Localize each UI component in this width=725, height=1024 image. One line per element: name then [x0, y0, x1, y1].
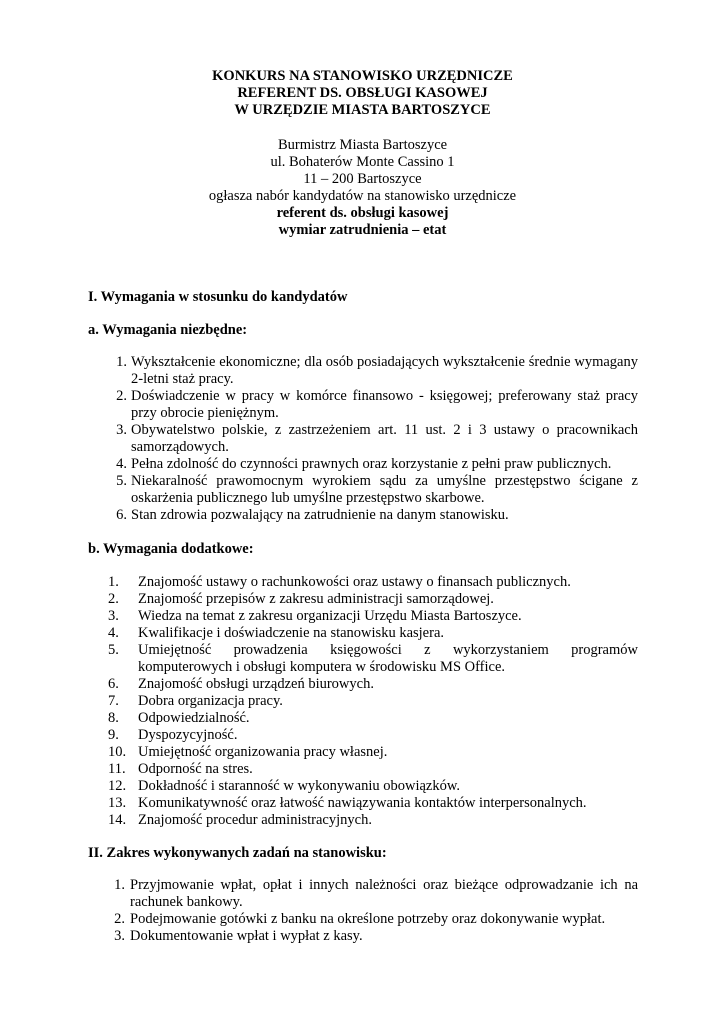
list-item-text: Umiejętność organizowania pracy własnej. [138, 744, 388, 760]
list-item-number: 1. [108, 574, 119, 590]
list-item-text: Obywatelstwo polskie, z zastrzeżeniem art. 11 ust. 2 i 3 ustawy o pracownikach samorządowych. [131, 422, 638, 455]
list-item-text: Komunikatywność oraz łatwość nawiązywania kontaktów interpersonalnych. [138, 795, 587, 811]
title-line-3: W URZĘDZIE MIASTA BARTOSZYCE [234, 102, 491, 118]
list-item-text: Odporność na stres. [138, 761, 253, 777]
employment-scope: wymiar zatrudnienia – etat [278, 222, 447, 238]
list-item [114, 911, 638, 928]
list-item-number: 14. [108, 812, 127, 828]
required-list [116, 354, 638, 524]
list-item-number: 2. [116, 388, 127, 404]
list-item-text: Stan zdrowia pozwalający na zatrudnienie na danym stanowisku. [131, 507, 509, 523]
list-item-text: Wiedza na temat z zakresu organizacji Urzędu Miasta Bartoszyce. [138, 608, 522, 624]
list-item [108, 676, 638, 693]
list-item-text: Dokładność i staranność w wykonywaniu obowiązków. [138, 778, 461, 794]
list-item-text: Umiejętność prowadzenia księgowości z wykorzystaniem programów komputerowych i obsługi komputera w środowisku MS Office. [138, 642, 638, 675]
list-item [108, 625, 638, 642]
list-item-text: Pełna zdolność do czynności prawnych oraz korzystanie z pełni praw publicznych. [131, 456, 612, 472]
additional-list [108, 574, 638, 829]
list-item-number: 12. [108, 778, 127, 794]
document-title [0, 68, 725, 119]
issuer-street: ul. Bohaterów Monte Cassino 1 [270, 154, 455, 170]
list-item [116, 422, 638, 456]
list-item-number: 5. [116, 473, 127, 489]
issuer-announcement: ogłasza nabór kandydatów na stanowisko urzędnicze [208, 188, 517, 204]
list-item [108, 778, 638, 795]
list-item-text: Przyjmowanie wpłat, opłat i innych należności oraz bieżące odprowadzanie ich na rachunek bankowy. [130, 877, 638, 910]
list-item [108, 795, 638, 812]
list-item-text: Podejmowanie gotówki z banku na określone potrzeby oraz dokonywanie wypłat. [130, 911, 606, 927]
list-item-text: Doświadczenie w pracy w komórce finansowo - księgowej; preferowany staż pracy przy obrocie pieniężnym. [131, 388, 638, 421]
list-item-text: Odpowiedzialność. [138, 710, 250, 726]
list-item-text: Niekaralność prawomocnym wyrokiem sądu za umyślne przestępstwo ścigane z oskarżenia publicznego lub umyślne przestępstwo skarbowe. [131, 473, 638, 506]
list-item-number: 2. [108, 591, 119, 607]
list-item-text: Znajomość ustawy o rachunkowości oraz ustawy o finansach publicznych. [138, 574, 571, 590]
list-item [114, 928, 638, 945]
list-item [108, 591, 638, 608]
list-item-text: Znajomość przepisów z zakresu administracji samorządowej. [138, 591, 494, 607]
issuer-block [0, 137, 725, 239]
list-item-text: Dyspozycyjność. [138, 727, 238, 743]
title-line-2: REFERENT DS. OBSŁUGI KASOWEJ [237, 85, 488, 101]
list-item-number: 1. [114, 877, 125, 893]
list-item-text: Znajomość obsługi urządzeń biurowych. [138, 676, 374, 692]
list-item-number: 4. [108, 625, 119, 641]
list-item-number: 7. [108, 693, 119, 709]
list-item [116, 354, 638, 388]
list-item-number: 13. [108, 795, 127, 811]
list-item [108, 642, 638, 676]
list-item-number: 3. [114, 928, 125, 944]
list-item [108, 727, 638, 744]
list-item-number: 1. [116, 354, 127, 370]
list-item [108, 761, 638, 778]
section-1b-heading: b. Wymagania dodatkowe: [88, 541, 254, 557]
tasks-list [114, 877, 638, 945]
list-item-number: 11. [108, 761, 126, 777]
list-item-text: Wykształcenie ekonomiczne; dla osób posiadających wykształcenie średnie wymagany 2-letni staż pracy. [131, 354, 638, 387]
list-item-number: 5. [108, 642, 119, 658]
section-1-heading: I. Wymagania w stosunku do kandydatów [88, 289, 348, 305]
list-item-number: 2. [114, 911, 125, 927]
position-name: referent ds. obsługi kasowej [276, 205, 449, 221]
list-item [108, 710, 638, 727]
list-item-number: 8. [108, 710, 119, 726]
list-item-number: 6. [116, 507, 127, 523]
section-2-heading: II. Zakres wykonywanych zadań na stanowisku: [88, 845, 387, 861]
list-item [114, 877, 638, 911]
list-item [116, 507, 638, 524]
issuer-name: Burmistrz Miasta Bartoszyce [277, 137, 448, 153]
list-item-number: 4. [116, 456, 127, 472]
list-item-number: 10. [108, 744, 127, 760]
list-item-number: 3. [116, 422, 127, 438]
list-item-number: 6. [108, 676, 119, 692]
list-item [108, 608, 638, 625]
list-item [116, 473, 638, 507]
list-item [108, 744, 638, 761]
list-item [108, 574, 638, 591]
list-item [116, 456, 638, 473]
section-1a-heading: a. Wymagania niezbędne: [88, 322, 248, 338]
list-item-number: 3. [108, 608, 119, 624]
list-item-number: 9. [108, 727, 119, 743]
issuer-city: 11 – 200 Bartoszyce [303, 171, 422, 187]
list-item [108, 812, 638, 829]
list-item-text: Dokumentowanie wpłat i wypłat z kasy. [130, 928, 363, 944]
list-item [108, 693, 638, 710]
list-item [116, 388, 638, 422]
title-line-1: KONKURS NA STANOWISKO URZĘDNICZE [212, 68, 513, 84]
list-item-text: Kwalifikacje i doświadczenie na stanowisku kasjera. [138, 625, 445, 641]
list-item-text: Dobra organizacja pracy. [138, 693, 283, 709]
list-item-text: Znajomość procedur administracyjnych. [138, 812, 372, 828]
